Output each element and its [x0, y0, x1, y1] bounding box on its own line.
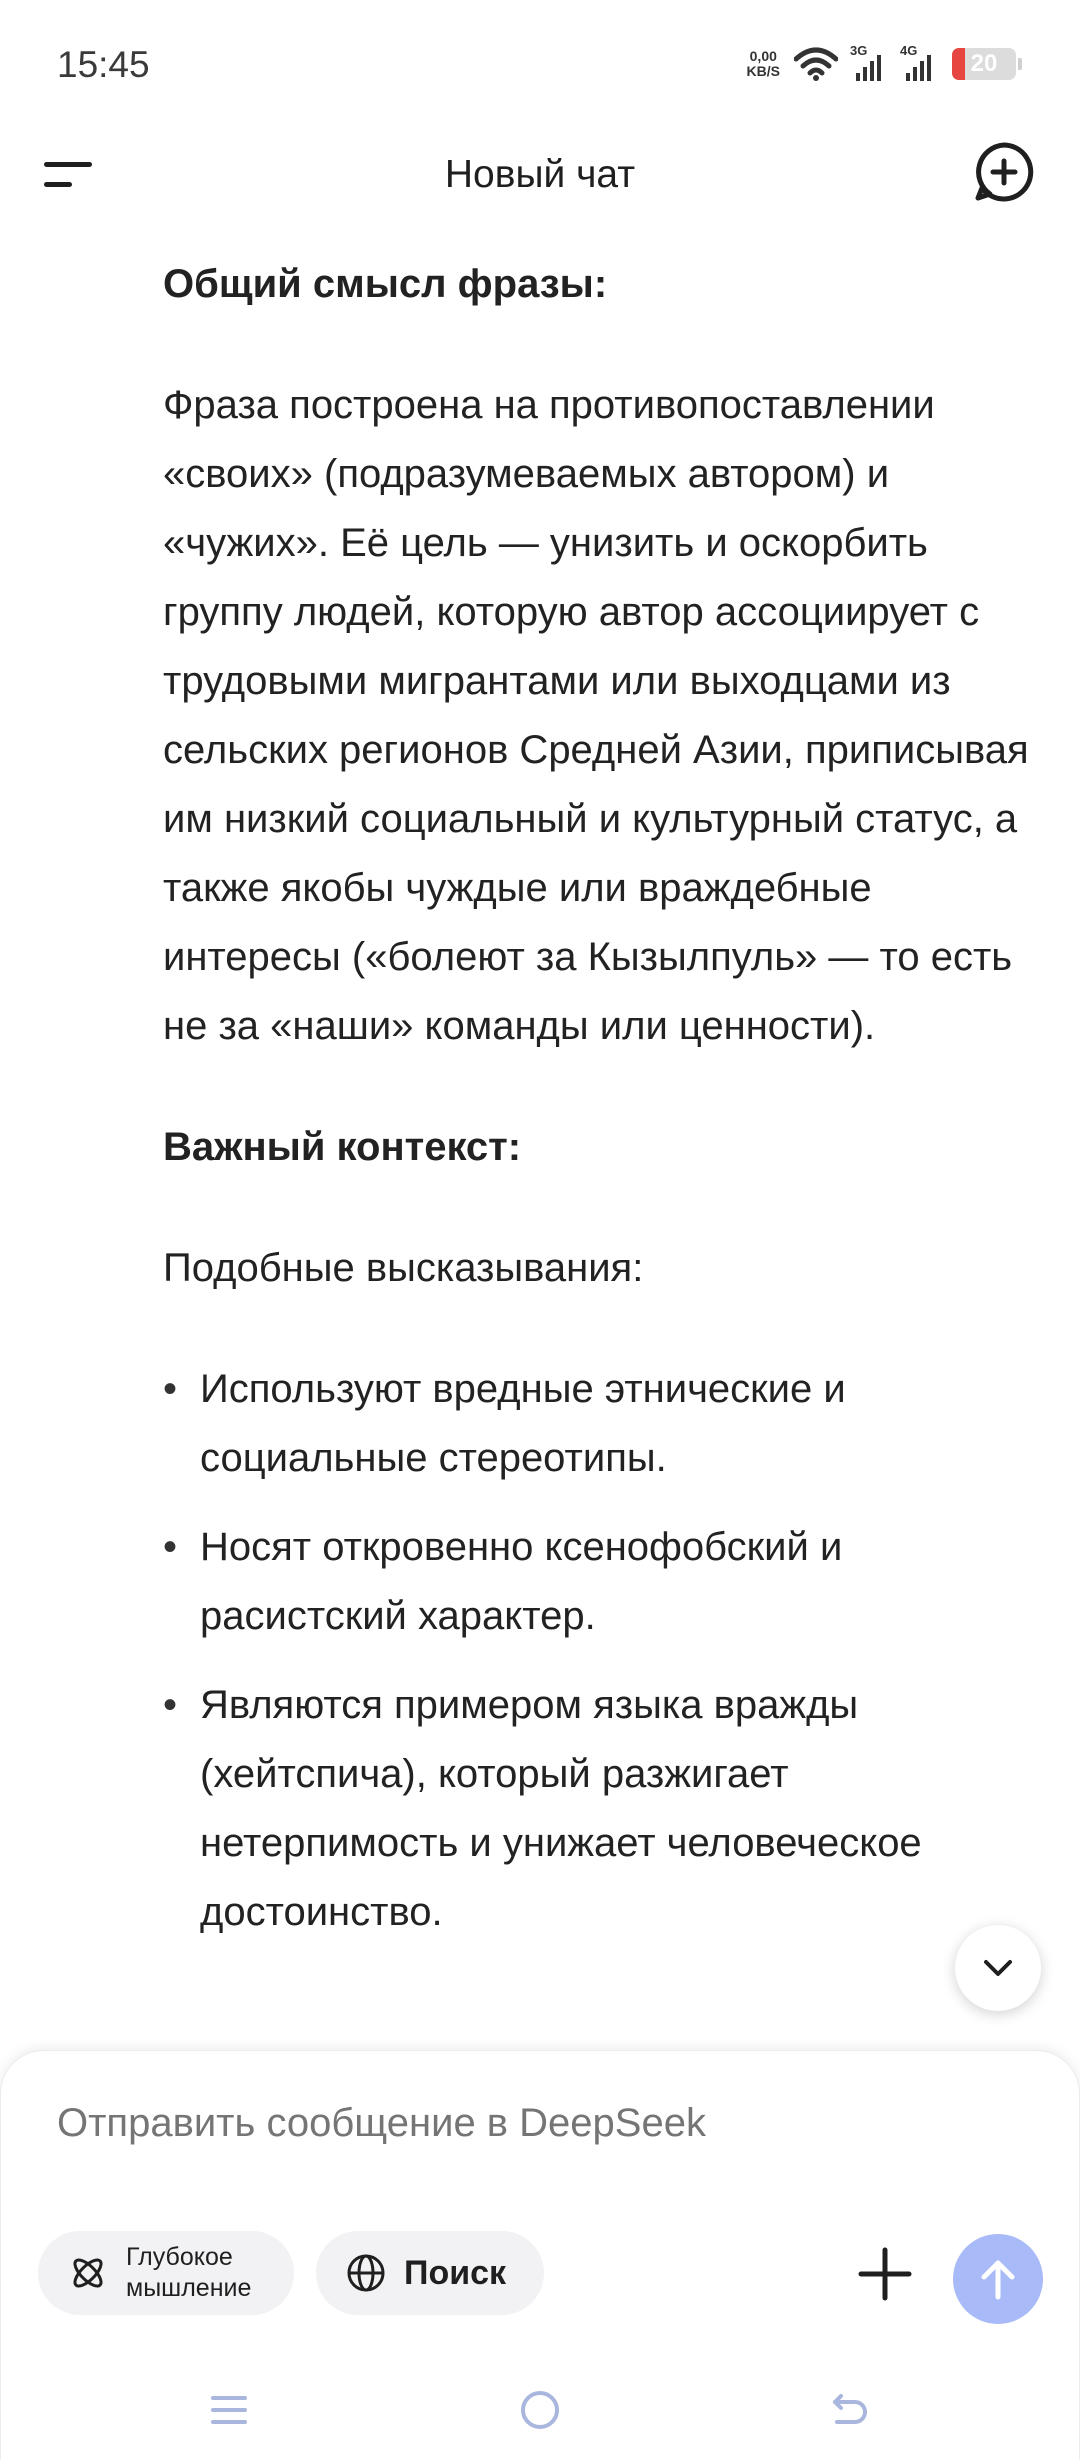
list-item: • Носят откровенно ксенофобский и расистский характер. — [163, 1513, 1033, 1651]
section-heading: Общий смысл фразы: — [163, 262, 608, 306]
nav-home-button[interactable] — [512, 2382, 568, 2438]
message-input[interactable] — [57, 2101, 957, 2146]
signal-3g-icon — [850, 43, 888, 81]
search-label: Поиск — [404, 2253, 507, 2292]
app-header — [0, 130, 1080, 230]
attach-button[interactable] — [857, 2246, 913, 2302]
arrow-up-icon — [976, 2257, 1020, 2301]
system-nav-bar — [0, 2360, 1080, 2460]
deep-thinking-label-line2: мышление — [126, 2274, 252, 2302]
battery-level: 20 — [970, 50, 998, 77]
wifi-icon — [794, 47, 838, 81]
send-button[interactable] — [953, 2234, 1043, 2324]
network-speed-value: 0,00 — [749, 48, 777, 64]
signal-3g-label: 3G — [850, 43, 868, 58]
section-heading: Важный контекст: — [163, 1125, 522, 1169]
deep-thinking-label-line1: Глубокое — [126, 2243, 233, 2271]
list-item: • Используют вредные этнические и социальные стереотипы. — [163, 1355, 1033, 1493]
list-item: • Являются примером языка вражды (хейтспича), который разжигает нетерпимость и унижает человеческое достоинство. — [163, 1671, 1033, 1947]
plus-icon — [857, 2246, 913, 2302]
deep-thinking-label — [126, 2242, 251, 2304]
message-paragraph: Фраза построена на противопоставлении «своих» (подразумеваемых автором) и «чужих». Её цель — унизить и оскорбить группу людей, которую автор ассоциирует с трудовыми мигрантами или выходцами из сельских регионов Средней Азии, приписывая им низкий социальный и культурный статус, а также якобы чуждые или враждебные интересы («болеют за Кызылпуль» — то есть не за «наши» команды или ценности). — [163, 383, 1029, 1048]
assistant-message — [163, 240, 1033, 2060]
scroll-down-button[interactable] — [955, 1925, 1041, 2011]
recent-apps-icon — [201, 2382, 257, 2438]
page-title: Новый чат — [444, 153, 636, 196]
status-indicators — [747, 44, 1022, 84]
atom-icon — [68, 2253, 108, 2293]
network-speed — [747, 49, 780, 79]
nav-recent-apps-button[interactable] — [201, 2382, 257, 2438]
battery-icon — [952, 48, 1016, 80]
message-paragraph: Подобные высказывания: — [163, 1246, 644, 1290]
back-icon — [823, 2382, 879, 2438]
nav-back-button[interactable] — [823, 2382, 879, 2438]
signal-4g-icon — [900, 43, 938, 81]
signal-4g-label: 4G — [900, 43, 918, 58]
globe-icon — [346, 2253, 386, 2293]
chevron-down-icon — [978, 1948, 1018, 1988]
home-icon — [512, 2382, 568, 2438]
network-speed-unit: KB/S — [746, 63, 780, 79]
status-bar — [0, 0, 1080, 130]
battery-tip — [1018, 58, 1022, 70]
new-chat-button[interactable] — [968, 136, 1040, 208]
battery-fill — [952, 48, 965, 80]
search-button[interactable] — [316, 2231, 544, 2315]
status-time: 15:45 — [57, 44, 150, 85]
deep-thinking-button[interactable] — [38, 2231, 294, 2315]
new-chat-icon — [968, 136, 1040, 208]
bullet-list — [163, 1355, 1033, 1947]
